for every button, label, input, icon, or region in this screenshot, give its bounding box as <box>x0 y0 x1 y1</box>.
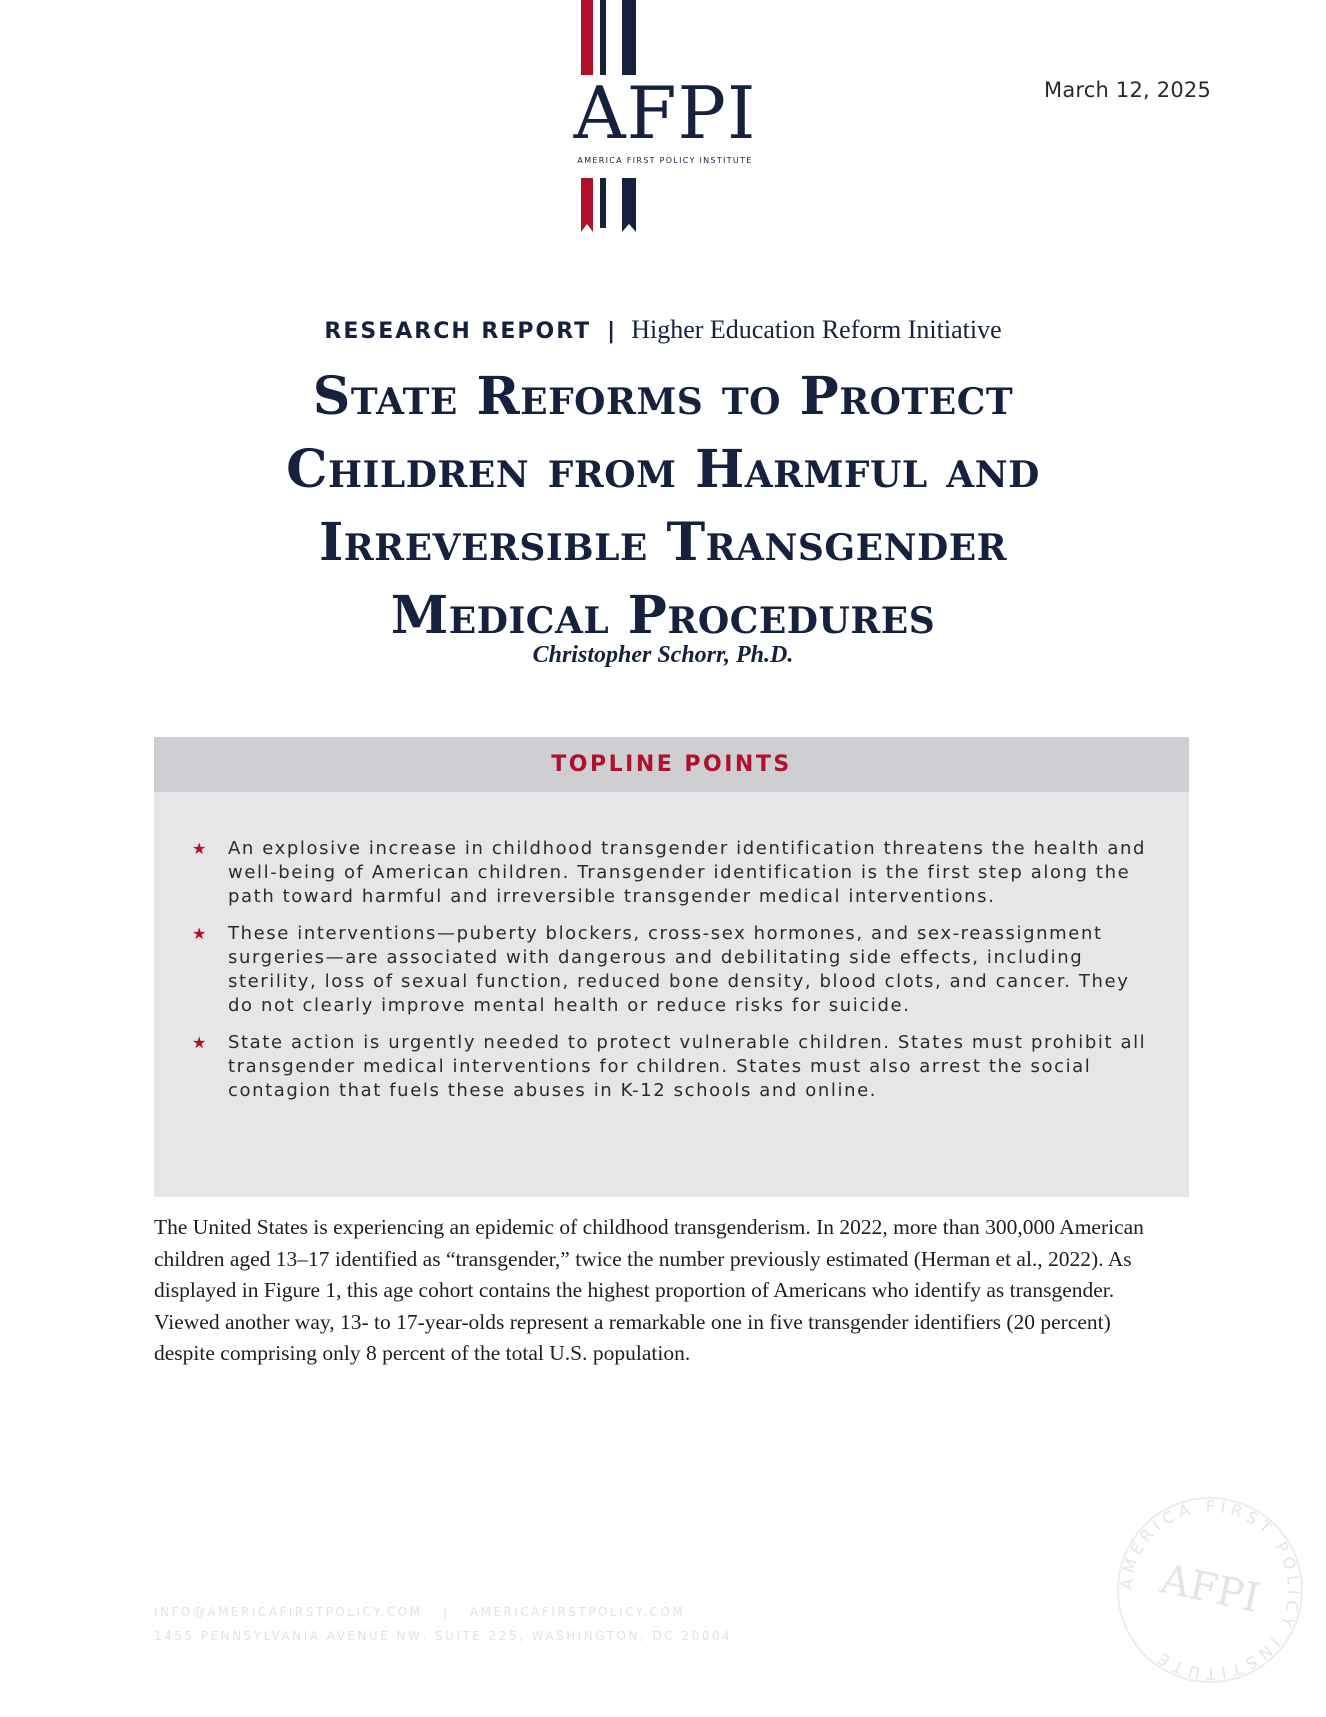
report-title <box>150 360 1176 652</box>
topline-list <box>192 837 1152 1116</box>
footer-address: 1455 PENNSYLVANIA AVENUE NW, SUITE 225, WASHINGTON, DC 20004 <box>154 1629 733 1643</box>
topline-point <box>192 922 1152 1018</box>
page-footer <box>154 1600 732 1648</box>
footer-divider: | <box>443 1605 450 1619</box>
topline-point-text: State action is urgently needed to protect vulnerable children. States must prohibit all transgender medical interventions for children. States must also arrest the social contagion that fuels these abuses in K-12 schools and online. <box>228 1032 1147 1101</box>
topline-points-box <box>154 737 1189 1197</box>
seal-center-text: AFPI <box>1156 1556 1264 1622</box>
initiative-label: Higher Education Reform Initiative <box>631 315 1002 344</box>
afpi-seal-watermark <box>1110 1490 1310 1690</box>
title-line: State Reforms to Protect <box>312 366 1014 427</box>
footer-website-link[interactable]: AMERICAFIRSTPOLICY.COM <box>469 1605 686 1619</box>
star-bullet-icon: ★ <box>192 1033 208 1052</box>
title-line: Children from Harmful and <box>286 439 1040 500</box>
seal-ring-text: AMERICA FIRST POLICY INSTITUTE <box>1116 1496 1304 1684</box>
report-kicker <box>0 315 1326 345</box>
star-bullet-icon: ★ <box>192 839 208 858</box>
report-type-label: RESEARCH REPORT <box>324 319 592 344</box>
title-line: Medical Procedures <box>390 585 936 646</box>
svg-text:AFPI: AFPI <box>573 71 757 155</box>
footer-email-link[interactable]: INFO@AMERICAFIRSTPOLICY.COM <box>154 1605 423 1619</box>
afpi-logo <box>560 0 770 232</box>
topline-point-text: These interventions—puberty blockers, cross-sex hormones, and sex-reassignment surgeries—are associated with dangerous and debilitating side effects, including sterility, loss of sexual function, reduced bone density, blood clots, and cancer. They do not clearly improve mental health or reduce risks for suicide. <box>228 923 1130 1016</box>
body-paragraph: The United States is experiencing an epidemic of childhood transgenderism. In 2022, more than 300,000 American children aged 13–17 identified as “transgender,” twice the number previously estimated (Herman et al., 2022). As displayed in Figure 1, this age cohort contains the highest proportion of Americans who identify as transgender. Viewed another way, 13- to 17-year-olds represent a remarkable one in five transgender identifiers (20 percent) despite comprising only 8 percent of the total U.S. population. <box>154 1215 1144 1365</box>
topline-point-text: An explosive increase in childhood transgender identification threatens the health and well-being of American children. Transgender identification is the first step along the path toward harmful and irreversible transgender medical interventions. <box>228 838 1147 907</box>
topline-point <box>192 1031 1152 1103</box>
topline-point <box>192 837 1152 909</box>
report-date: March 12, 2025 <box>1044 78 1212 102</box>
author-byline: Christopher Schorr, Ph.D. <box>532 642 794 668</box>
title-line: Irreversible Transgender <box>318 512 1008 573</box>
svg-text:AMERICA FIRST POLICY INSTITUTE: AMERICA FIRST POLICY INSTITUTE <box>577 156 753 165</box>
kicker-separator: | <box>607 319 616 344</box>
topline-heading: TOPLINE POINTS <box>154 737 1189 792</box>
star-bullet-icon: ★ <box>192 924 208 943</box>
